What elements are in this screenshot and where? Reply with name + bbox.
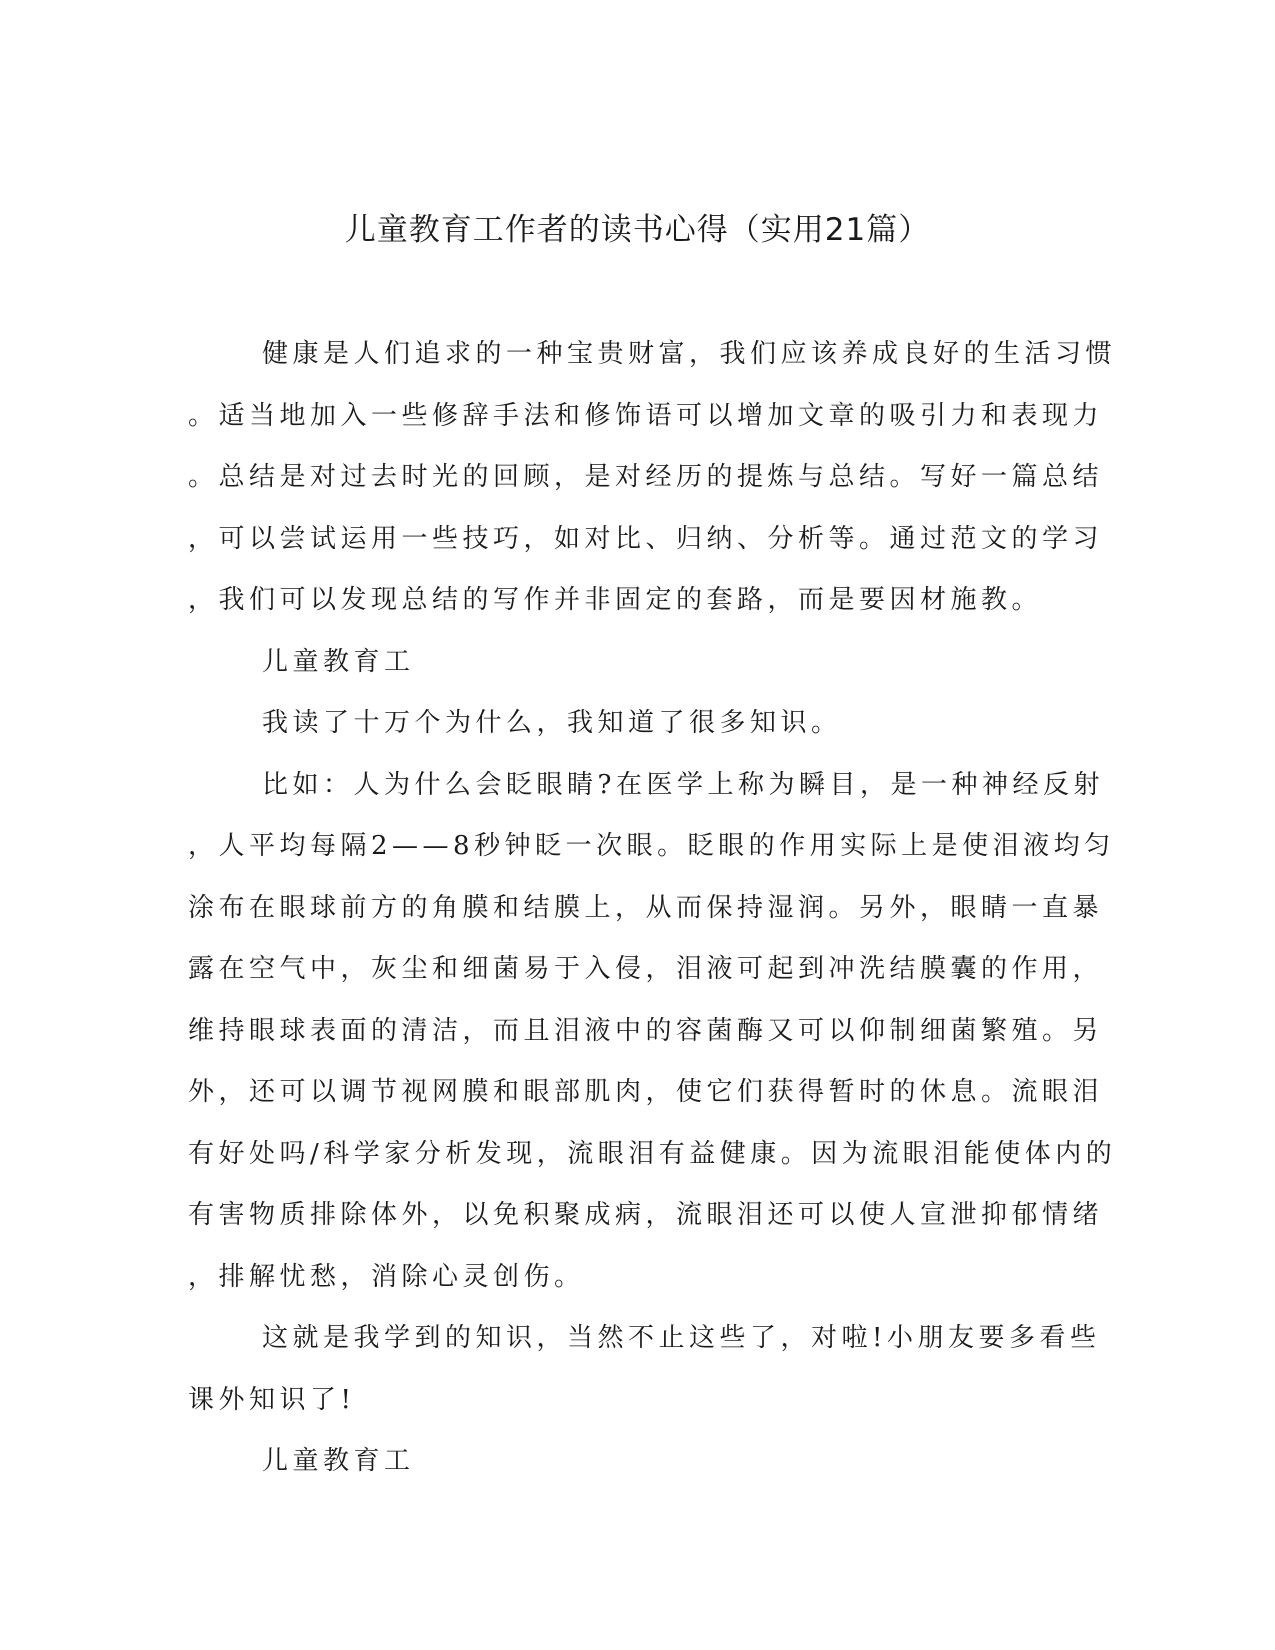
document-title: 儿童教育工作者的读书心得（实用21篇） — [344, 212, 931, 248]
text-line: 露在空气中，灰尘和细菌易于入侵，泪液可起到冲洗结膜囊的作用， — [188, 954, 1104, 984]
text-line: ，人平均每隔2——8秒钟眨一次眼。眨眼的作用实际上是使泪液均匀 — [188, 831, 1115, 861]
text-line: 涂布在眼球前方的角膜和结膜上，从而保持湿润。另外，眼睛一直暴 — [188, 892, 1104, 923]
text-line: 有好处吗/科学家分析发现，流眼泪有益健康。因为流眼泪能使体内的 — [188, 1138, 1117, 1169]
text-line: ，我们可以发现总结的写作并非固定的套路，而是要因材施教。 — [188, 585, 1043, 615]
text-line: 比如：人为什么会眨眼睛?在医学上称为瞬目，是一种神经反射 — [262, 769, 1104, 800]
text-line: 有害物质排除体外，以免积聚成病，流眼泪还可以使人宣泄抑郁情绪 — [188, 1200, 1104, 1230]
text-line: 外，还可以调节视网膜和眼部肌肉，使它们获得暂时的休息。流眼泪 — [188, 1077, 1104, 1107]
text-line: 课外知识了! — [188, 1384, 356, 1415]
text-line: 健康是人们追求的一种宝贵财富，我们应该养成良好的生活习惯 — [262, 339, 1117, 369]
text-line: 这就是我学到的知识，当然不止这些了，对啦!小朋友要多看些 — [262, 1323, 1101, 1353]
text-line: ，可以尝试运用一些技巧，如对比、归纳、分析等。通过范文的学习 — [188, 523, 1104, 554]
text-line: 。总结是对过去时光的回顾，是对经历的提炼与总结。写好一篇总结 — [188, 462, 1104, 492]
text-line: 儿童教育工 — [262, 646, 415, 677]
text-line: 我读了十万个为什么，我知道了很多知识。 — [262, 708, 842, 738]
document-body — [188, 324, 1117, 1493]
text-line: ，排解忧愁，消除心灵创伤。 — [188, 1261, 585, 1292]
text-line: 。适当地加入一些修辞手法和修饰语可以增加文章的吸引力和表现力 — [188, 400, 1104, 431]
text-line: 维持眼球表面的清洁，而且泪液中的容菌酶又可以仰制细菌繁殖。另 — [188, 1015, 1104, 1046]
text-line: 儿童教育工 — [262, 1446, 415, 1476]
